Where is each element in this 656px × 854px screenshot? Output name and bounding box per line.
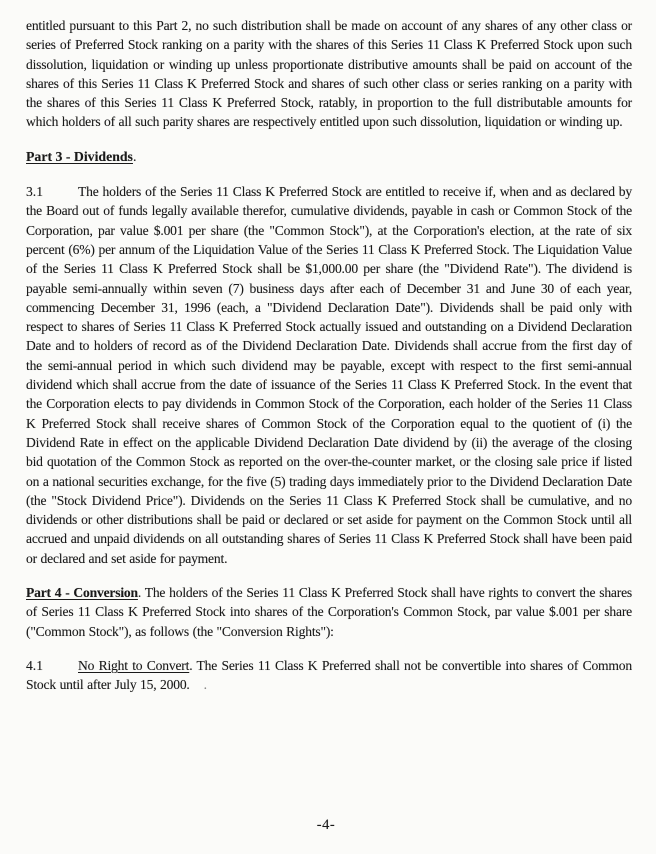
paragraph-section-4-1 [26,656,632,695]
stray-scan-mark: . [203,677,207,693]
part4-body-text: . The holders of the Series 11 Class K Preferred Stock shall have rights to convert the shares of Series 11 Class K Preferred Stock into shares of the Corporation's Common Stock, par value $.001 per share ("Common Stock"), as follows (the "Conversion Rights"): [26,585,632,639]
section-3-1-number: 3.1 [26,184,43,200]
section-4-1-number: 4.1 [26,657,43,673]
paragraph-part2-continuation-text: entitled pursuant to this Part 2, no such distribution shall be made on account of any shares of any other class or series of Preferred Stock ranking on a parity with the shares of this Series 11 Class K Preferred Stock upon such dissolution, liquidation or winding up unless proportionate distributive amounts shall be paid on account of the shares of this Series 11 Class K Preferred Stock and shares of such other class or series ranking on a parity with the shares of this Series 11 Class K Preferred Stock, ratably, in proportion to the full distributable amounts for which holders of all such parity shares are respectively entitled upon such dissolution, liquidation or winding up. [26,18,632,130]
page-number: -4- [316,817,336,833]
paragraph-section-3-1 [26,182,632,568]
part3-heading [26,147,632,166]
part4-heading-text: Part 4 - Conversion [26,585,138,601]
section-4-1-title: No Right to Convert [78,657,190,673]
part3-heading-text: Part 3 - Dividends [26,148,133,164]
paragraph-part2-continuation [26,16,632,132]
part3-heading-period: . [132,148,137,164]
section-4-1-text: . The Series 11 Class K Preferred shall not be convertible into shares of Common Stock until after July 15, 2000. [26,657,633,693]
paragraph-part4-conversion [26,583,632,641]
section-3-1-text: The holders of the Series 11 Class K Preferred Stock are entitled to receive if, when and as declared by the Board out of funds legally available therefor, cumulative dividends, payable in cash or Common Stock of the Corporation, par value $.001 per share (the "Common Stock"), at the Corporation's election, at the rate of six percent (6%) per annum of the Liquidation Value of the Series 11 Class K Preferred Stock. The Liquidation Value of the Series 11 Class K Preferred Stock shall be $1,000.00 per share (the "Dividend Rate"). The dividend is payable semi-annually within seven (7) business days after each of December 31 and June 30 of each year, commencing December 31, 1996 (each, a "Dividend Declaration Date"). Dividends shall be paid only with respect to shares of Series 11 Class K Preferred Stock actually issued and outstanding on a Dividend Declaration Date and to holders of record as of the Dividend Declaration Date. Dividends shall accrue from the first day of the semi-annual period in which such dividend may be payable, except with respect to the first semi-annual dividend which shall accrue from the date of issuance of the Series 11 Class K Preferred Stock. In the event that the Corporation elects to pay dividends in Common Stock of the Corporation, each holder of the Series 11 Class K Preferred Stock shall receive shares of Common Stock of the Corporation equal to the quotient of (i) the Dividend Rate in effect on the applicable Dividend Declaration Date dividend by (ii) the average of the closing bid quotation of the Common Stock as reported on the over-the-counter market, or the closing sale price if listed on a national securities exchange, for the five (5) trading days immediately prior to the Dividend Declaration Date (the "Stock Dividend Price"). Dividends on the Series 11 Class K Preferred Stock shall be cumulative, and no dividends or other distributions shall be paid or declared or set aside for payment on the Common Stock until all accrued and unpaid dividends on all outstanding shares of Series 11 Class K Preferred Stock shall have been paid or declared and set aside for payment. [26,184,632,566]
